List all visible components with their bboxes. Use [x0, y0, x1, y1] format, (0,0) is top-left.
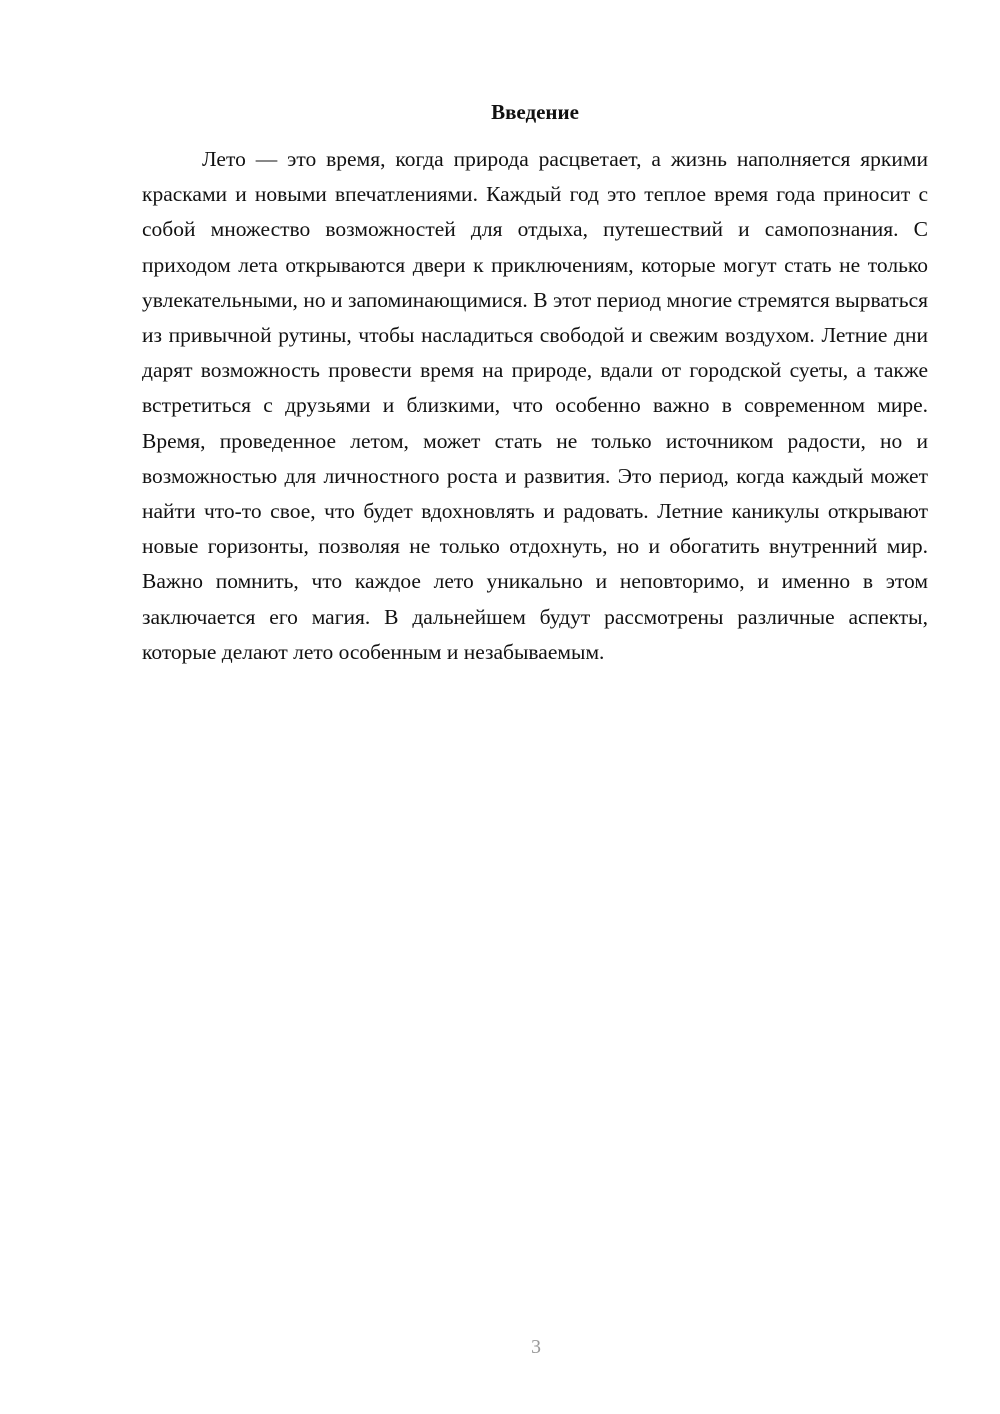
- body-paragraph: Лето — это время, когда природа расцветает, а жизнь наполняется яркими красками и новыми впечатлениями. Каждый год это теплое время года приносит с собой множество возможностей для отдыха, путешествий и самопознания. С приходом лета открываются двери к приключениям, которые могут стать не только увлекательными, но и запоминающимися. В этот период многие стремятся вырваться из привычной рутины, чтобы насладиться свободой и свежим воздухом. Летние дни дарят возможность провести время на природе, вдали от городской суеты, а также встретиться с друзьями и близкими, что особенно важно в современном мире. Время, проведенное летом, может стать не только источником радости, но и возможностью для личностного роста и развития. Это период, когда каждый может найти что-то свое, что будет вдохновлять и радовать. Летние каникулы открывают новые горизонты, позволяя не только отдохнуть, но и обогатить внутренний мир. Важно помнить, что каждое лето уникально и неповторимо, и именно в этом заключается его магия. В дальнейшем будут рассмотрены различные аспекты, которые делают лето особенным и незабываемым.: [142, 147, 928, 664]
- page-number: 3: [531, 1336, 541, 1358]
- section-heading: Введение: [491, 100, 579, 124]
